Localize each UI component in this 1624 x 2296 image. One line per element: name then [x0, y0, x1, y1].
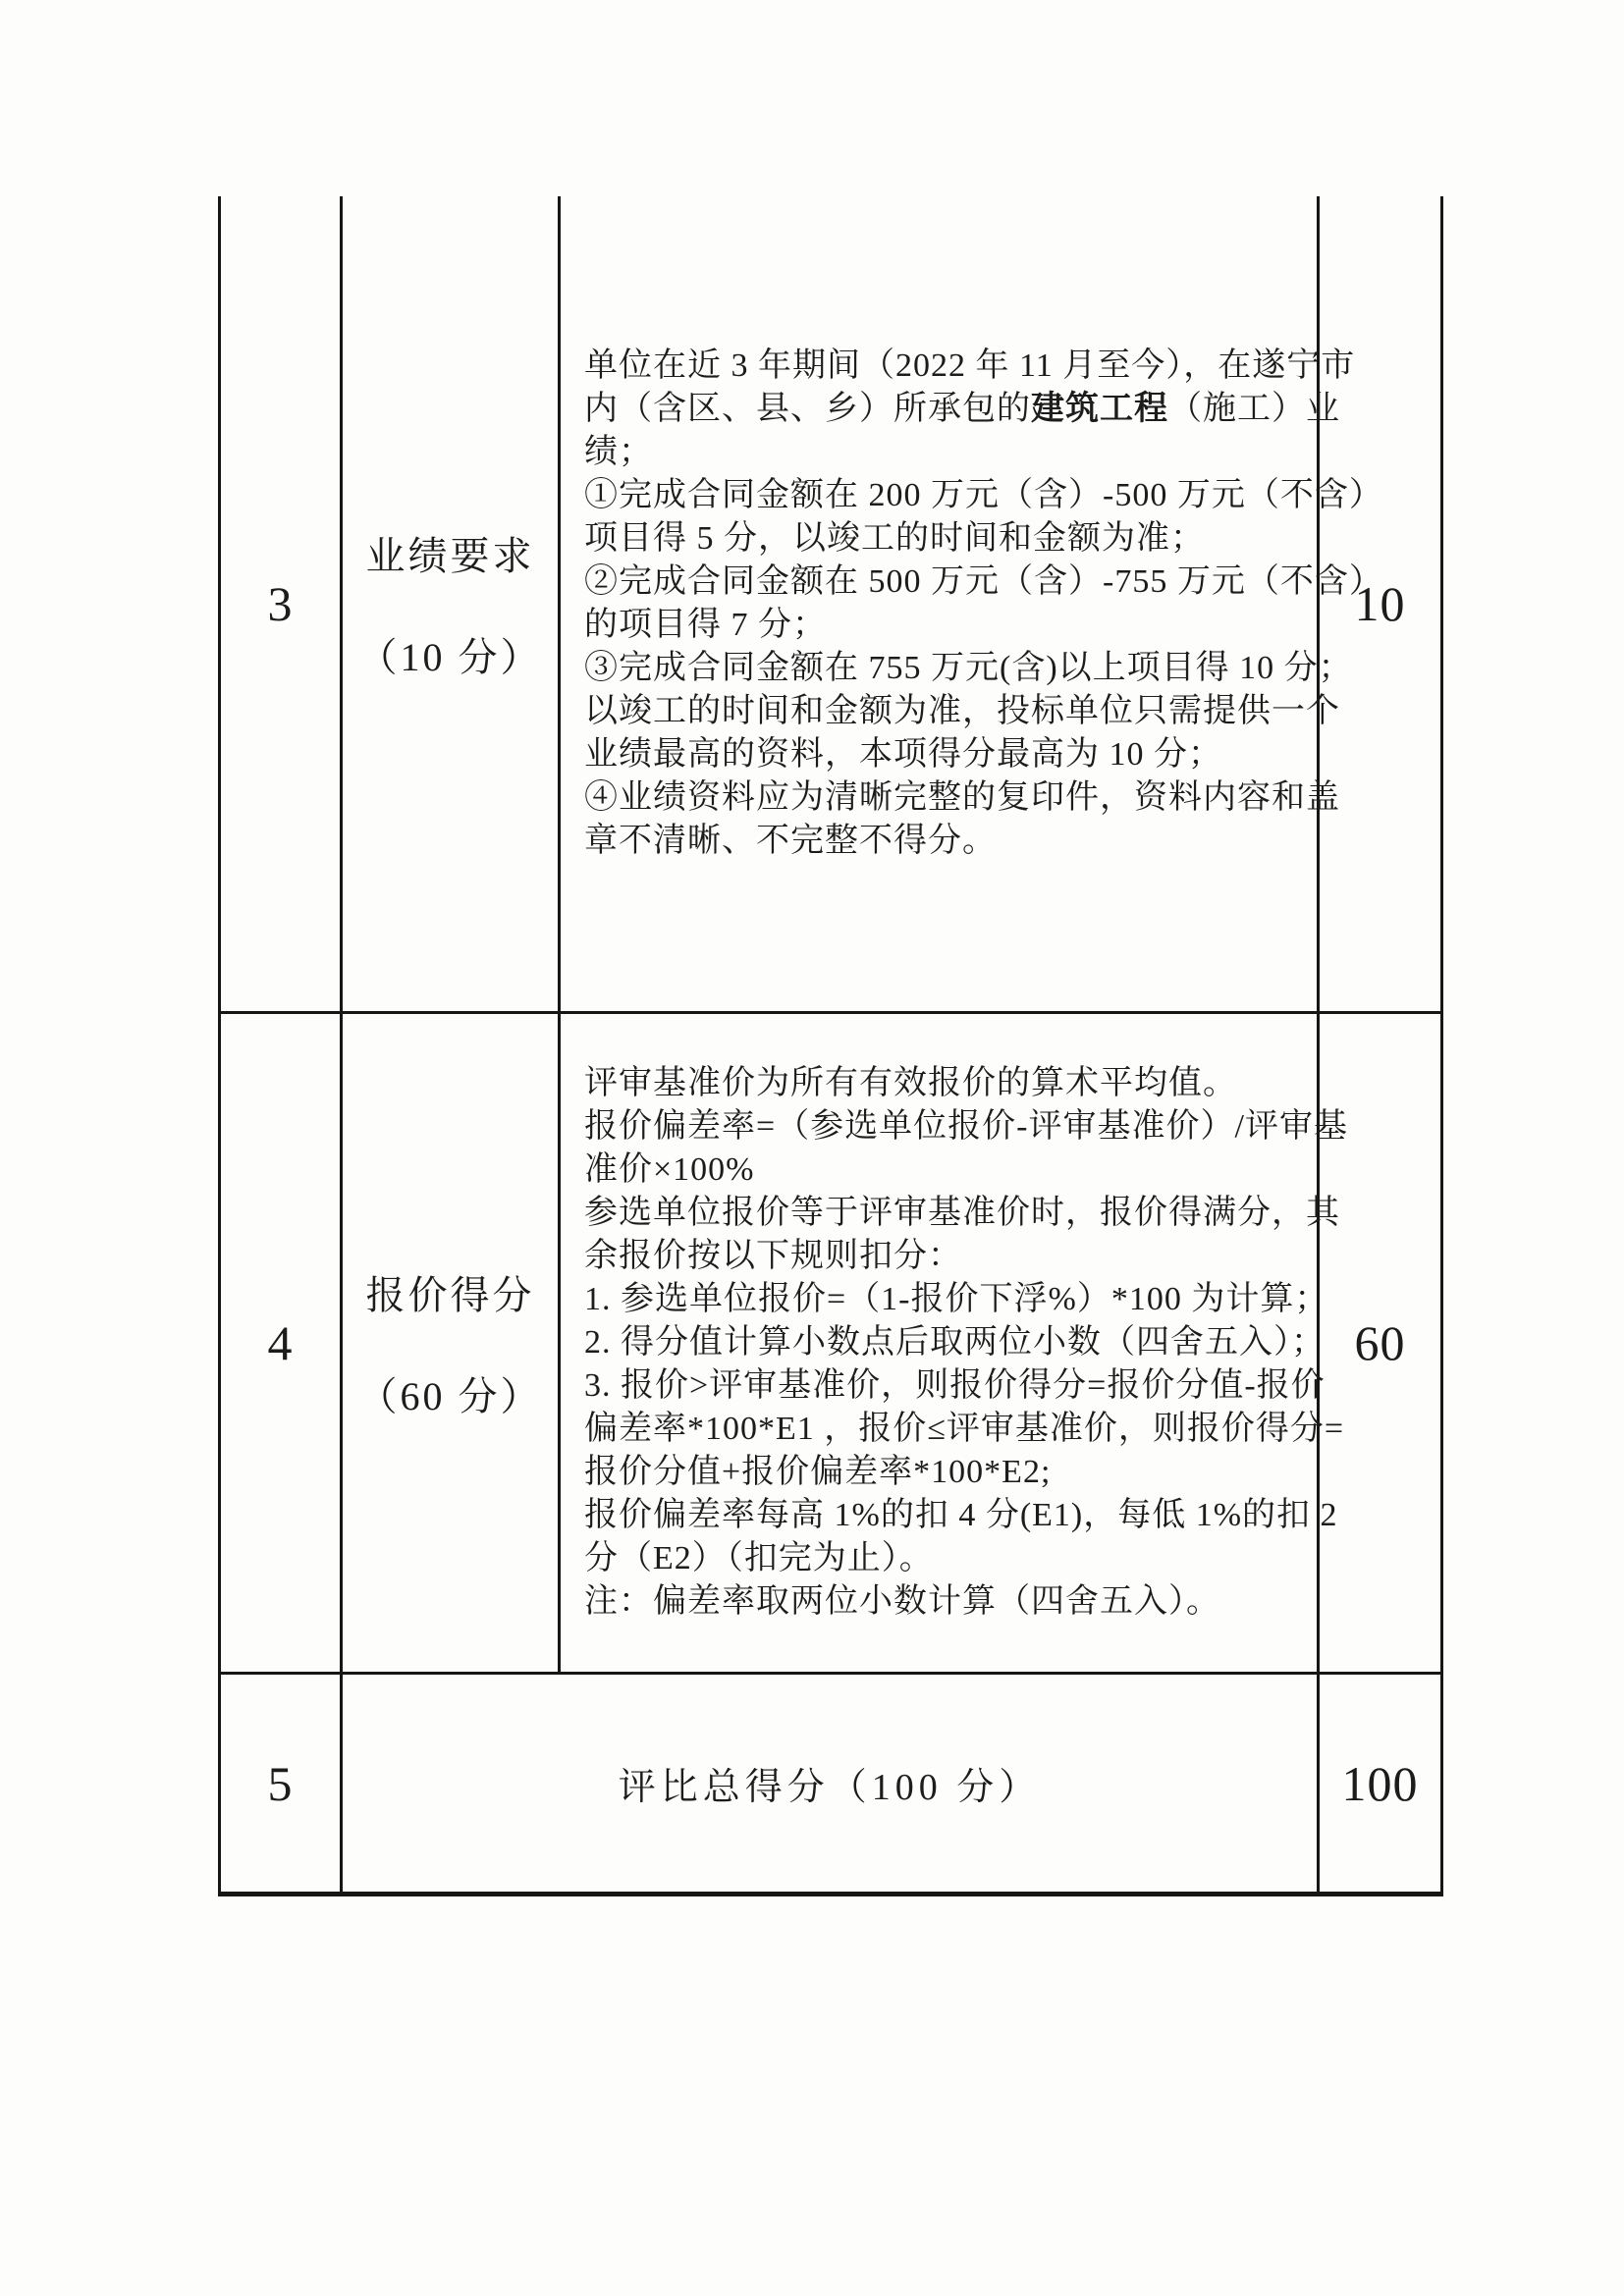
description-line: 余报价按以下规则扣分： [584, 1238, 962, 1274]
description-line: 的项目得 7 分； [584, 607, 827, 643]
description-line: 准价×100% [584, 1151, 755, 1188]
row3-serial-cell [221, 196, 343, 1011]
description-line [584, 388, 1340, 431]
description-line: 绩； [584, 434, 653, 470]
description-line: ④业绩资料应为清晰完整的复印件，资料内容和盖 [584, 779, 1340, 816]
row5-serial-number: 5 [267, 1755, 294, 1811]
row4-score-cell [1320, 1011, 1440, 1672]
evaluation-criteria-table [218, 196, 1443, 1896]
description-line: 3. 报价>评审基准价，则报价得分=报价分值-报价 [584, 1367, 1326, 1404]
description-line: 注：偏差率取两位小数计算（四舍五入）。 [584, 1583, 1220, 1620]
row4-serial-number: 4 [267, 1315, 294, 1370]
row3-description-cell [561, 196, 1383, 1011]
row5-serial-cell [221, 1672, 343, 1892]
description-line: ③完成合同金额在 755 万元(含)以上项目得 10 分； [584, 650, 1353, 686]
row3-criterion-points: （10 分） [357, 635, 543, 679]
row3-criterion-name: 业绩要求 [365, 534, 535, 578]
description-line: 以竣工的时间和金额为准，投标单位只需提供一个 [584, 693, 1340, 729]
row3-criterion-cell [343, 196, 561, 1011]
description-line: ①完成合同金额在 200 万元（含）-500 万元（不含） [584, 477, 1383, 513]
description-line: 报价偏差率每高 1%的扣 4 分(E1)，每低 1%的扣 2 [584, 1497, 1338, 1533]
total-score-label: 评比总得分（100 分） [618, 1767, 1042, 1808]
description-line: 偏差率*100*E1 ，报价≤评审基准价，则报价得分= [584, 1411, 1345, 1447]
row4-serial-cell [221, 1011, 343, 1672]
description-line: 单位在近 3 年期间（2022 年 11 月至今），在遂宁市 [584, 347, 1356, 384]
description-line: 项目得 5 分，以竣工的时间和金额为准； [584, 520, 1205, 557]
row5-score-value: 100 [1341, 1755, 1419, 1811]
description-line: 业绩最高的资料，本项得分最高为 10 分； [584, 736, 1222, 773]
line-text: 内（含区、县、乡）所承包的 [584, 391, 1031, 427]
row3-serial-number: 3 [267, 576, 294, 631]
row3-score-value: 10 [1354, 576, 1406, 631]
description-line: 报价偏差率=（参选单位报价-评审基准价）/评审基 [584, 1108, 1348, 1145]
row4-description-cell [561, 1011, 1348, 1672]
description-line: 报价分值+报价偏差率*100*E2; [584, 1454, 1052, 1490]
description-line: 章不清晰、不完整不得分。 [584, 823, 997, 859]
row4-criterion-name: 报价得分 [365, 1273, 535, 1317]
bold-phrase: 建筑工程 [1031, 391, 1168, 427]
row4-criterion-points: （60 分） [357, 1374, 543, 1418]
row4-criterion-cell [343, 1011, 561, 1672]
description-line: 评审基准价为所有有效报价的算术平均值。 [584, 1065, 1237, 1101]
line-text: （施工）业 [1168, 391, 1340, 427]
description-line: ②完成合同金额在 500 万元（含）-755 万元（不含） [584, 563, 1383, 600]
description-line: 1. 参选单位报价=（1-报价下浮%）*100 为计算； [584, 1281, 1329, 1317]
row5-score-cell [1320, 1672, 1440, 1892]
row4-score-value: 60 [1354, 1315, 1406, 1370]
row3-score-cell [1320, 196, 1440, 1011]
description-line: 2. 得分值计算小数点后取两位小数（四舍五入）； [584, 1324, 1326, 1361]
row5-total-cell [343, 1672, 1320, 1892]
description-line: 参选单位报价等于评审基准价时，报价得满分，其 [584, 1195, 1340, 1231]
description-line: 分（E2）（扣完为止）。 [584, 1540, 934, 1576]
